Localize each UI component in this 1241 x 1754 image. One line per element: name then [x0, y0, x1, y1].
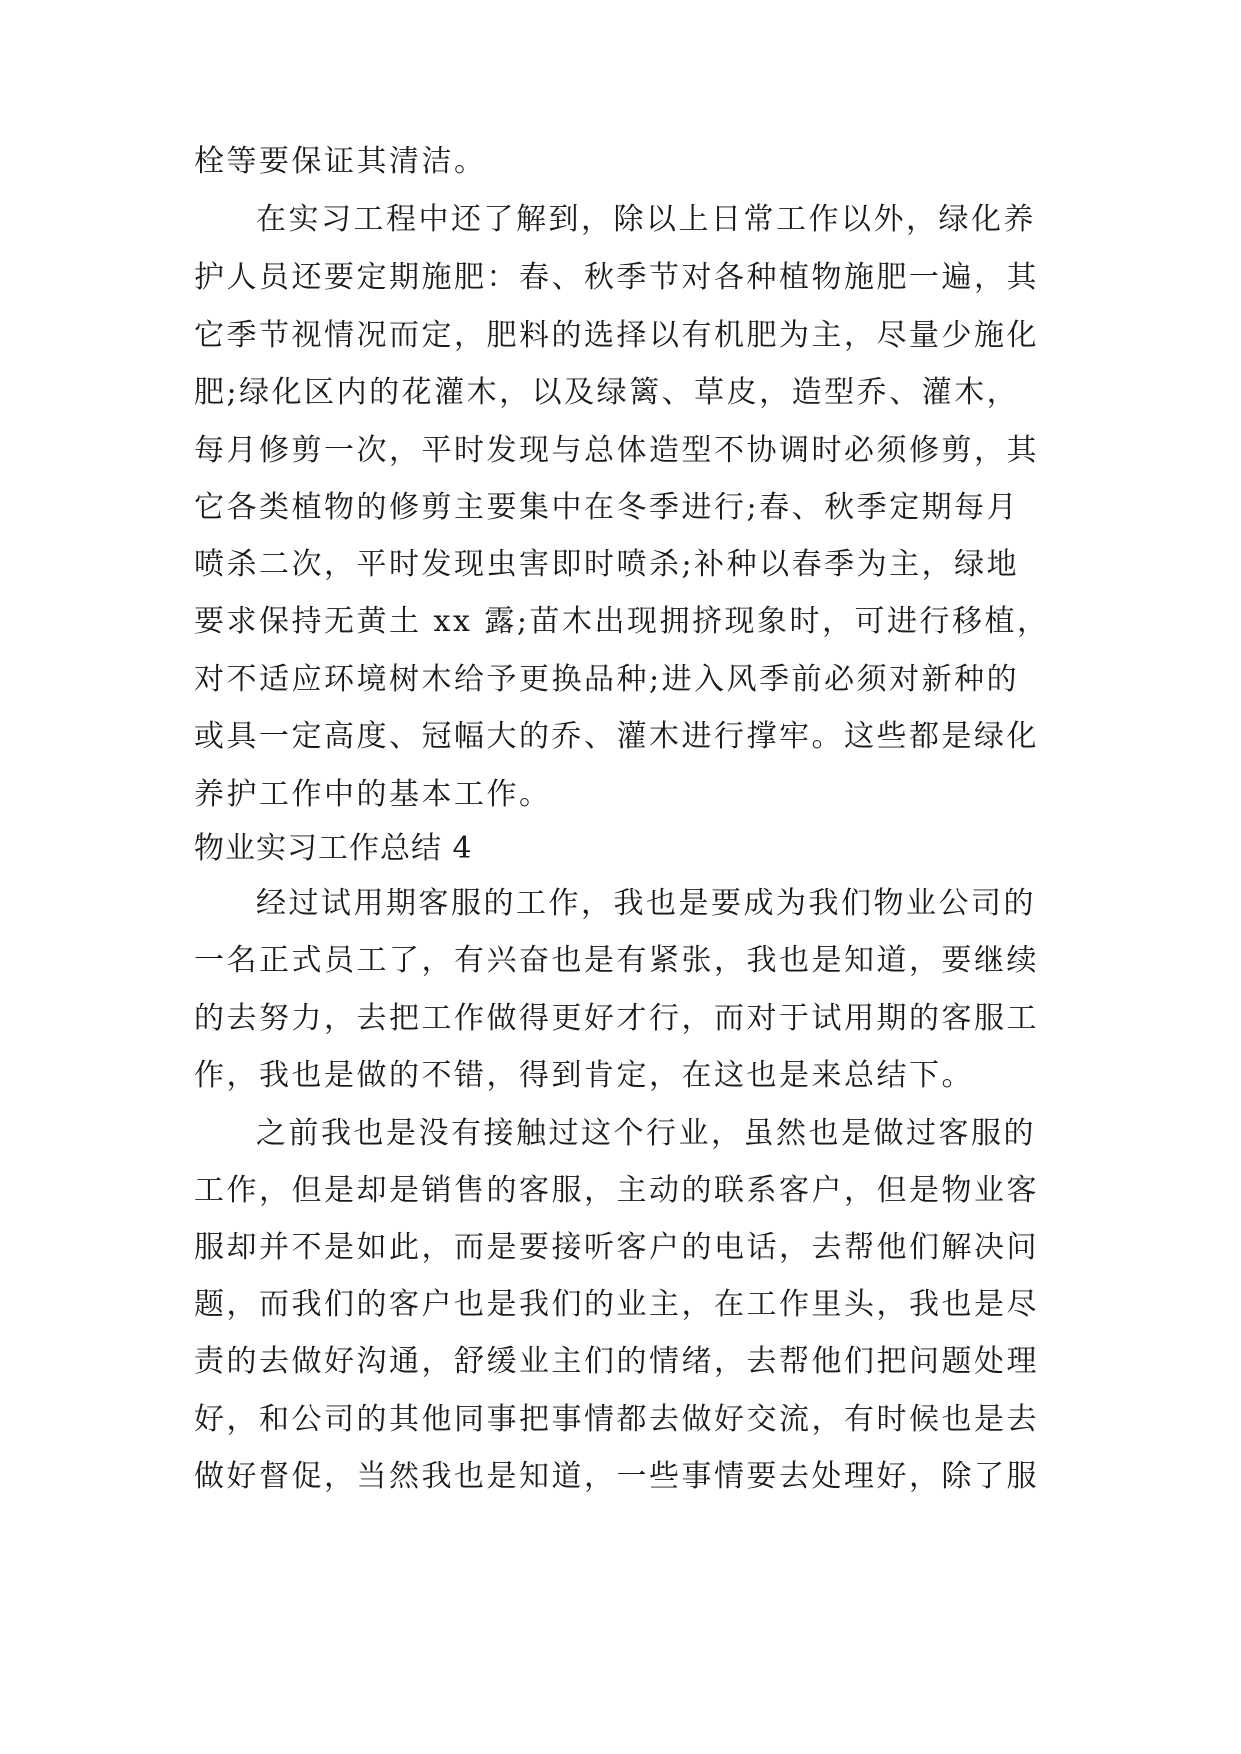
paragraph-first-line: 之前我也是没有接触过这个行业，虽然也是做过客服的 — [256, 1116, 1036, 1151]
text-line: 题，而我们的客户也是我们的业主，在工作里头，我也是尽 — [194, 1287, 1039, 1322]
section-heading: 物业实习工作总结 4 — [194, 831, 473, 866]
text-line: 肥;绿化区内的花灌木，以及绿篱、草皮，造型乔、灌木， — [194, 375, 1020, 410]
text-line: 好，和公司的其他同事把事情都去做好交流，有时候也是去 — [194, 1402, 1039, 1437]
text-line: 护人员还要定期施肥：春、秋季节对各种植物施肥一遍，其 — [194, 260, 1039, 295]
text-line: 要求保持无黄土 xx 露;苗木出现拥挤现象时，可进行移植， — [194, 604, 1050, 639]
text-line: 每月修剪一次，平时发现与总体造型不协调时必须修剪，其 — [194, 433, 1039, 468]
text-line: 对不适应环境树木给予更换品种;进入风季前必须对新种的 — [194, 662, 1020, 697]
text-line: 做好督促，当然我也是知道，一些事情要去处理好，除了服 — [194, 1459, 1039, 1494]
text-line: 责的去做好沟通，舒缓业主们的情绪，去帮他们把问题处理 — [194, 1344, 1039, 1379]
text-line: 养护工作中的基本工作。 — [194, 777, 552, 812]
text-line: 它季节视情况而定，肥料的选择以有机肥为主，尽量少施化 — [194, 318, 1039, 353]
text-line: 栓等要保证其清洁。 — [194, 144, 487, 179]
text-line: 或具一定高度、冠幅大的乔、灌木进行撑牢。这些都是绿化 — [194, 719, 1039, 754]
paragraph-first-line: 在实习工程中还了解到，除以上日常工作以外，绿化养 — [256, 202, 1036, 237]
text-line: 服却并不是如此，而是要接听客户的电话，去帮他们解决问 — [194, 1230, 1039, 1265]
text-line: 一名正式员工了，有兴奋也是有紧张，我也是知道，要继续 — [194, 943, 1039, 978]
text-line: 喷杀二次，平时发现虫害即时喷杀;补种以春季为主，绿地 — [194, 547, 1020, 582]
paragraph-first-line: 经过试用期客服的工作，我也是要成为我们物业公司的 — [256, 886, 1036, 921]
text-line: 的去努力，去把工作做得更好才行，而对于试用期的客服工 — [194, 1001, 1039, 1036]
text-line: 工作，但是却是销售的客服，主动的联系客户，但是物业客 — [194, 1173, 1039, 1208]
text-line: 它各类植物的修剪主要集中在冬季进行;春、秋季定期每月 — [194, 490, 1020, 525]
text-line: 作，我也是做的不错，得到肯定，在这也是来总结下。 — [194, 1058, 974, 1093]
